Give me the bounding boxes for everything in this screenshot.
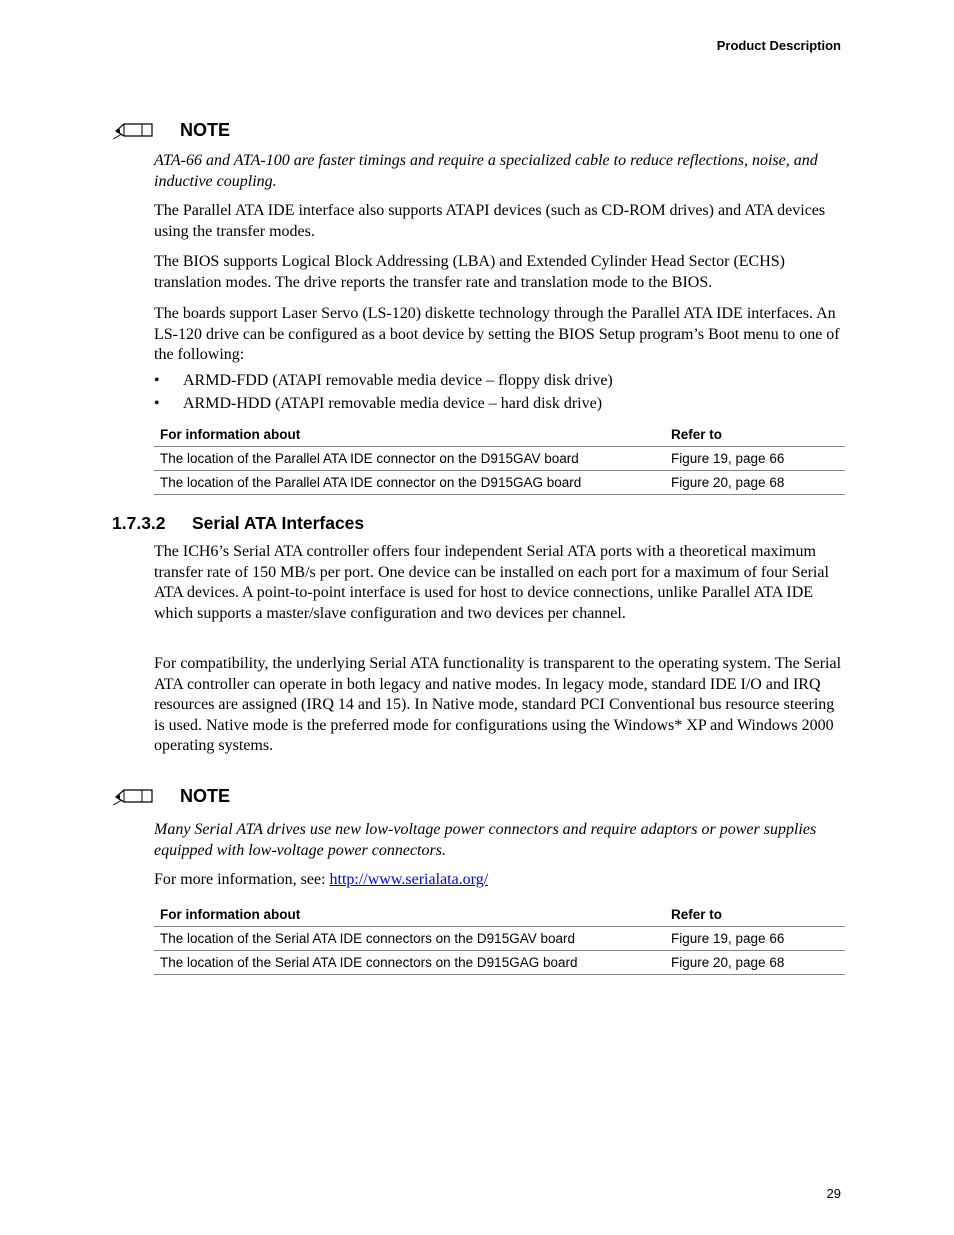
- note-heading: [112, 785, 230, 807]
- reference-table-parallel-ata: [154, 423, 845, 495]
- note-pencil-icon: [112, 785, 156, 807]
- note-text: ATA-66 and ATA-100 are faster timings and require a specialized cable to reduce reflections, noise, and inductive coupling.: [154, 152, 818, 190]
- table-cell: Figure 19, page 66: [665, 927, 845, 951]
- column-header: Refer to: [665, 423, 845, 447]
- table-row: [154, 471, 845, 495]
- note-title: NOTE: [180, 785, 231, 806]
- paragraph: The Parallel ATA IDE interface also supports ATAPI devices (such as CD-ROM drives) and ATA devices using the transfer modes.: [154, 202, 826, 240]
- page-header: Product Description: [716, 38, 841, 53]
- column-header: Refer to: [665, 903, 845, 927]
- paragraph: For compatibility, the underlying Serial ATA functionality is transparent to the operating system. The Serial ATA controller can operate in both legacy and native modes. In legacy mode, standard IDE I/O and IRQ resources are assigned (IRQ 14 and 15). In Native mode, standard PCI Conventional bus resource steering is used. Native mode is the preferred mode for configurations using the Windows* XP and Windows 2000 operating systems.: [154, 655, 842, 754]
- column-header: For information about: [154, 423, 665, 447]
- section-title: Serial ATA Interfaces: [192, 513, 365, 533]
- table-cell: The location of the Parallel ATA IDE connector on the D915GAV board: [154, 447, 665, 471]
- note-pencil-icon: [112, 119, 156, 141]
- paragraph: The ICH6’s Serial ATA controller offers four independent Serial ATA ports with a theoretical maximum transfer rate of 150 MB/s per port. One device can be installed on each port for a maximum of four Serial ATA devices. A point-to-point interface is used for host to device connections, unlike Parallel ATA IDE which supports a master/slave configuration and two devices per channel.: [154, 543, 829, 622]
- table-row: [154, 447, 845, 471]
- list-item: • ARMD-FDD (ATAPI removable media device – floppy disk drive): [154, 371, 613, 389]
- table-header-row: [154, 423, 845, 447]
- page-number: 29: [826, 1186, 841, 1201]
- table-cell: The location of the Parallel ATA IDE connector on the D915GAG board: [154, 471, 665, 495]
- reference-table-serial-ata: [154, 903, 845, 975]
- more-info: For more information, see: http://www.serialata.org/: [154, 871, 489, 888]
- paragraph: The boards support Laser Servo (LS-120) diskette technology through the Parallel ATA IDE interfaces. An LS-120 drive can be configured as a boot device by setting the BIOS Setup program’s Boot menu to one of the following:: [154, 305, 840, 363]
- note-text: Many Serial ATA drives use new low-voltage power connectors and require adaptors or power supplies equipped with low-voltage power connectors.: [154, 821, 817, 859]
- table-cell: The location of the Serial ATA IDE connectors on the D915GAV board: [154, 927, 665, 951]
- section-number: 1.7.3.2: [112, 513, 166, 533]
- table-cell: Figure 20, page 68: [665, 951, 845, 975]
- table-row: [154, 927, 845, 951]
- table-header-row: [154, 903, 845, 927]
- table-cell: Figure 19, page 66: [665, 447, 845, 471]
- bullet-list: [154, 369, 844, 415]
- section-heading: [112, 513, 364, 534]
- note-title: NOTE: [180, 119, 231, 140]
- paragraph: The BIOS supports Logical Block Addressing (LBA) and Extended Cylinder Head Sector (ECHS) translation modes. The drive reports the transfer rate and translation mode to the BIOS.: [154, 253, 785, 291]
- column-header: For information about: [154, 903, 665, 927]
- list-item: • ARMD-HDD (ATAPI removable media device – hard disk drive): [154, 394, 603, 412]
- bullet-icon: •: [154, 371, 160, 389]
- table-row: [154, 951, 845, 975]
- note-heading: [112, 119, 230, 141]
- table-cell: The location of the Serial ATA IDE connectors on the D915GAG board: [154, 951, 665, 975]
- bullet-icon: •: [154, 394, 160, 412]
- serialata-link[interactable]: http://www.serialata.org/: [329, 871, 489, 888]
- table-cell: Figure 20, page 68: [665, 471, 845, 495]
